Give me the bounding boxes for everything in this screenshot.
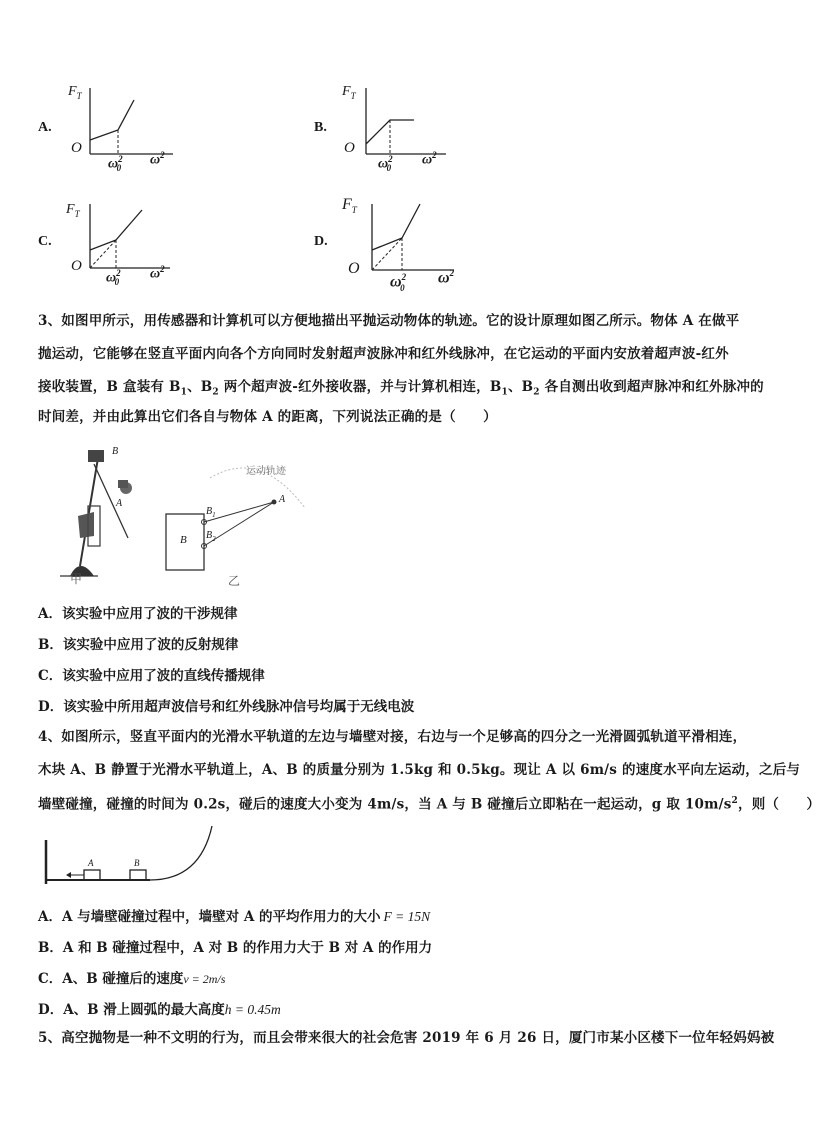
fig-track-label: 运动轨迹 [246, 466, 286, 477]
fig-yi-label: 乙 [228, 574, 241, 588]
q4-option-b[interactable]: B．A 和 B 碰撞过程中，A 对 B 的作用力大于 B 对 A 的作用力 [38, 940, 433, 956]
x-axis-label: $\omega^2$ [438, 268, 455, 287]
option-b-graph [314, 82, 464, 172]
x-tick-label: $\omega^2_0$ [378, 154, 393, 174]
option-a-graph [38, 82, 188, 172]
y-axis-label: $F_T$ [66, 202, 80, 219]
fig-left-b-label: B [112, 446, 119, 457]
q4-stem-line-1: 4、如图所示，竖直平面内的光滑水平轨道的左边与墙壁对接，右边与一个足够高的四分之一光滑圆弧轨道平滑相连， [38, 729, 747, 745]
option-letter: D. [314, 234, 328, 249]
fig-left-a-label: A [116, 498, 123, 509]
x-tick-label: $\omega^2_0$ [106, 268, 121, 288]
q3-stem-line-1: 3、如图甲所示，用传感器和计算机可以方便地描出平抛运动物体的轨迹。它的设计原理如图乙所示。物体 A 在做平 [38, 313, 740, 329]
q3-option-d[interactable]: D．该实验中所用超声波信号和红外线脉冲信号均属于无线电波 [38, 699, 415, 715]
q4-option-a[interactable]: A．A 与墙壁碰撞过程中，墙壁对 A 的平均作用力的大小 F = 15N [38, 909, 431, 925]
q3-stem-line-4: 时间差，并由此算出它们各自与物体 A 的距离，下列说法正确的是（ ） [38, 409, 497, 425]
q3-figure [50, 438, 310, 588]
q4-figure [40, 822, 220, 888]
q4-option-c[interactable]: C．A、B 碰撞后的速度v = 2m/s [38, 971, 226, 987]
x-axis-label: $\omega^2$ [150, 264, 165, 282]
x-tick-label: $\omega^2_0$ [108, 154, 123, 174]
fig-a-label: A [279, 494, 286, 505]
origin-label: O [71, 140, 82, 156]
option-c-graph [38, 200, 188, 295]
option-letter: B. [314, 120, 327, 135]
fig-jia-label: 甲 [70, 572, 83, 586]
y-axis-label: $F_T$ [342, 196, 357, 216]
origin-label: O [348, 260, 360, 277]
q4-stem-line-2: 木块 A、B 静置于光滑水平轨道上，A、B 的质量分别为 1.5kg 和 0.5kg。现让 A 以 6m/s 的速度水平向左运动，之后与 [38, 762, 801, 778]
x-axis-label: $\omega^2$ [150, 150, 165, 168]
q3-figure-drawing [50, 438, 310, 588]
x-tick-label: $\omega^2_0$ [390, 272, 407, 293]
fig-box-b-label: B [180, 534, 187, 546]
q3-stem-line-2: 抛运动，它能够在竖直平面内向各个方向同时发射超声波脉冲和红外线脉冲，在它运动的平面内安放着超声波-红外 [38, 346, 729, 362]
fig-b1-label: $B_1$ [206, 506, 216, 519]
option-d-graph [314, 196, 474, 296]
option-letter: C. [38, 234, 52, 249]
y-axis-label: $F_T$ [68, 84, 82, 101]
q3-option-c[interactable]: C．该实验中应用了波的直线传播规律 [38, 668, 265, 684]
block-b-label: B [134, 858, 140, 868]
q3-stem-line-3: 接收装置，B 盒装有 $B_1$、$B_2$ 两个超声波-红外接收器，并与计算机相连，$B_1$、$B_2$ 各自测出收到超声脉冲和红外脉冲的 [38, 379, 764, 398]
q4-stem-line-3: 墙壁碰撞，碰撞的时间为 0.2s，碰后的速度大小变为 4m/s，当 A 与 B 碰撞后立即粘在一起运动，g 取 $10m/s^2$，则（ ） [38, 796, 820, 813]
origin-label: O [71, 258, 82, 274]
q3-option-b[interactable]: B．该实验中应用了波的反射规律 [38, 637, 239, 653]
block-a-label: A [88, 858, 94, 868]
q5-stem-line-1: 5、高空抛物是一种不文明的行为，而且会带来很大的社会危害 2019 年 6 月 26 日，厦门市某小区楼下一位年轻妈妈被 [38, 1030, 775, 1046]
origin-label: O [344, 140, 355, 156]
option-letter: A. [38, 120, 52, 135]
q3-option-a[interactable]: A．该实验中应用了波的干涉规律 [38, 606, 238, 622]
q4-track-drawing [40, 822, 220, 888]
q4-option-d[interactable]: D．A、B 滑上圆弧的最大高度h = 0.45m [38, 1002, 281, 1018]
y-axis-label: $F_T$ [342, 84, 356, 101]
x-axis-label: $\omega^2$ [422, 150, 437, 168]
fig-b2-label: $B_2$ [206, 530, 216, 543]
